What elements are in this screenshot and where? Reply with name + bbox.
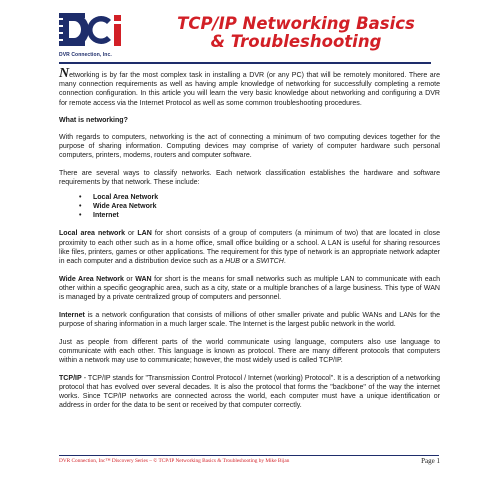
page-footer xyxy=(59,458,440,464)
title-line-1: TCP/IP Networking Basics xyxy=(177,14,415,33)
drop-cap: N xyxy=(59,66,70,81)
wan-abbr: WAN xyxy=(135,275,152,283)
intro-paragraph xyxy=(59,66,440,108)
list-item: • Wide Area Network xyxy=(85,202,440,211)
hub-term: HUB xyxy=(225,257,240,265)
text-span: or xyxy=(123,275,136,283)
tcpip-term: TCP/IP xyxy=(59,374,82,382)
internet-paragraph xyxy=(59,311,440,329)
lan-abbr: LAN xyxy=(137,230,152,238)
page-title xyxy=(131,15,461,51)
lan-term: Local area network xyxy=(59,230,125,238)
section-heading: What is networking? xyxy=(59,116,128,124)
protocol-paragraph: Just as people from different parts of the world communicate using language, computers also use language to communicate with each other. This language is known as protocol. There are many different protocols that computers within a network may use to communicate; however, the most widely used is called TCP/IP. xyxy=(59,338,440,365)
internet-term: Internet xyxy=(59,311,85,319)
text-span: is a network configuration that consists of millions of other smaller private and public WANs and LANs for the purpose of sharing information in a much larger scale. The Internet is the largest public network in the world. xyxy=(59,311,440,328)
lan-paragraph xyxy=(59,229,440,266)
network-classification: There are several ways to classify networks. Each network classification establishes the hardware and software requirements by that network. These include: xyxy=(59,169,440,187)
network-types-list xyxy=(85,193,440,220)
text-span: for short is the means for small networks such as multiple LAN to communicate with each other within a specific geographic area, such as a city, state or a multiple branches of a large business. This type of WAN is managed by a private centralized group of computers and personnel. xyxy=(59,275,441,302)
text-span: . xyxy=(283,257,286,265)
article-body xyxy=(59,66,441,419)
text-span: or a xyxy=(239,257,257,265)
title-line-2: & Troubleshooting xyxy=(210,32,382,51)
tcpip-paragraph xyxy=(59,374,440,411)
logo-subtitle: DVR Connection, Inc. xyxy=(59,52,112,58)
wan-term: Wide Area Network xyxy=(59,275,124,283)
header-divider xyxy=(59,62,431,64)
wan-paragraph xyxy=(59,275,440,303)
text-span: or xyxy=(125,230,138,238)
page-header xyxy=(59,12,459,62)
intro-text: etworking is by far the most complex task in installing a DVR (or any PC) that will be remotely monitored. There are many connection requirements as well as having ample knowledge of networking for successfully completing a remote connection configuration. In this article you will learn the very basic knowledge about networking and configuring a DVR for remote access via the Internet Protocol as well as some common troubleshooting procedures. xyxy=(59,72,440,107)
company-logo xyxy=(59,12,129,62)
dci-logo-icon xyxy=(59,12,129,52)
text-span: for short consists of a group of computers (a minimum of two) that are located in close proximity to each other such as in a home office, small office building or a school. A LAN is useful for sharing resources like files, printers, games or other applications. The requirement for this type of network is an appropriate network adapter in each computer and a distribution device such as a xyxy=(59,230,441,265)
list-item: • Internet xyxy=(85,211,440,220)
switch-term: SWITCH xyxy=(256,257,284,265)
list-item: • Local Area Network xyxy=(85,193,440,202)
footer-text: DVR Connection, Inc™ Discovery Series – © TCP/IP Networking Basics & Troubleshooting by Mike Bijan xyxy=(59,458,290,464)
footer-divider xyxy=(59,455,439,456)
page-number: Page 1 xyxy=(421,457,440,465)
text-span: - TCP/IP stands for "Transmission Control Protocol / Internet (working) Protocol". It is a description of a networking protocol that has evolved over several decades. It is also the protocol that forms the "backbone" of the way the internet works. Since TCP/IP networks are connected across the world, each computer must have a unique identification or address in order for the data to be sent or received by that computer correctly. xyxy=(59,374,440,410)
networking-definition: With regards to computers, networking is the act of connecting a minimum of two computing devices together for the purpose of sharing information. Computing devices may comprise of variety of computer hardware such personal computers, printers, modems, routers and computer software. xyxy=(59,133,440,160)
